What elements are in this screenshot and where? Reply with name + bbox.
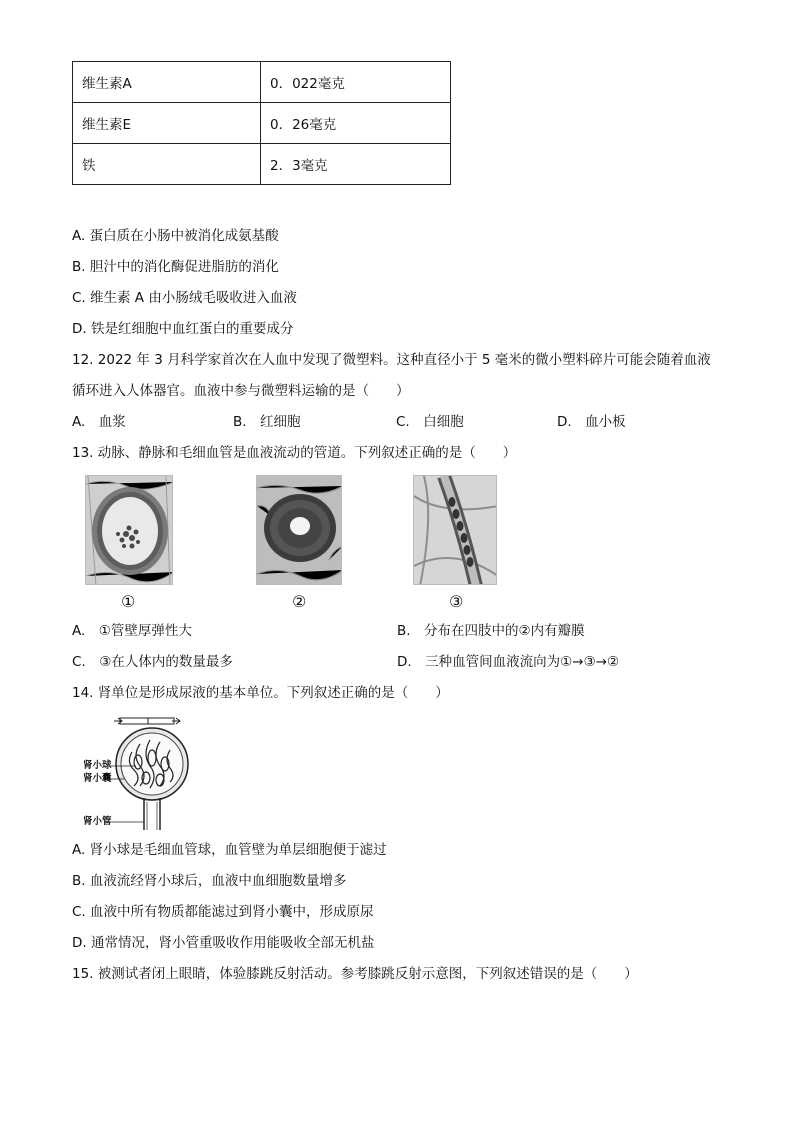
table-cell-nutrient: 铁: [73, 144, 261, 185]
q13-option-a: A. ①管壁厚弹性大: [72, 623, 192, 639]
table-cell-amount: 0．26毫克: [261, 103, 451, 144]
label-renal-tubule: 肾小管: [83, 816, 112, 827]
table-row: [73, 144, 451, 185]
q13-stem: 13. 动脉、静脉和毛细血管是血液流动的管道。下列叙述正确的是（ ）: [72, 445, 517, 461]
q14-option-a: A. 肾小球是毛细血管球，血管壁为单层细胞便于滤过: [72, 842, 387, 858]
q14-option-c: C. 血液中所有物质都能滤过到肾小囊中，形成原尿: [72, 904, 374, 920]
q12-option-d: D. 血小板: [557, 414, 626, 430]
table-cell-nutrient: 维生素E: [73, 103, 261, 144]
table-cell-amount: 0．022毫克: [261, 62, 451, 103]
capillary-micrograph: [413, 475, 497, 585]
q11-option-c: C. 维生素 A 由小肠绒毛吸收进入血液: [72, 290, 297, 306]
q12-option-a: A. 血浆: [72, 414, 126, 430]
q12-stem-line1: 12. 2022 年 3 月科学家首次在人血中发现了微塑料。这种直径小于 5 毫米的微小塑料碎片可能会随着血液: [72, 352, 711, 368]
figure-label-3: ③: [449, 592, 464, 611]
table-row: [73, 103, 451, 144]
q11-option-b: B. 胆汁中的消化酶促进脂肪的消化: [72, 259, 279, 275]
q12-stem-line2: 循环进入人体器官。血液中参与微塑料运输的是（ ）: [72, 383, 410, 399]
figure-label-1: ①: [121, 592, 136, 611]
figure-label-2: ②: [292, 592, 307, 611]
table-cell-amount: 2．3毫克: [261, 144, 451, 185]
q13-option-c: C. ③在人体内的数量最多: [72, 654, 233, 670]
q11-option-a: A. 蛋白质在小肠中被消化成氨基酸: [72, 228, 279, 244]
q13-option-b: B. 分布在四肢中的②内有瓣膜: [397, 623, 585, 639]
q12-option-b: B. 红细胞: [233, 414, 301, 430]
artery-micrograph: [85, 475, 173, 585]
q13-option-d: D. 三种血管间血液流向为①→③→②: [397, 654, 620, 670]
table-row: [73, 62, 451, 103]
label-bowmans-capsule: 肾小囊: [83, 773, 112, 784]
label-glomerulus: 肾小球: [83, 760, 112, 771]
q11-option-d: D. 铁是红细胞中血红蛋白的重要成分: [72, 321, 294, 337]
nutrient-table: [72, 61, 451, 185]
q15-stem: 15. 被测试者闭上眼睛，体验膝跳反射活动。参考膝跳反射示意图，下列叙述错误的是（ ）: [72, 966, 638, 982]
q14-option-b: B. 血液流经肾小球后，血液中血细胞数量增多: [72, 873, 347, 889]
q14-stem: 14. 肾单位是形成尿液的基本单位。下列叙述正确的是（ ）: [72, 685, 449, 701]
table-cell-nutrient: 维生素A: [73, 62, 261, 103]
q14-option-d: D. 通常情况，肾小管重吸收作用能吸收全部无机盐: [72, 935, 375, 951]
q12-option-c: C. 白细胞: [396, 414, 464, 430]
vessel-cross-section-micrograph: [256, 475, 342, 585]
